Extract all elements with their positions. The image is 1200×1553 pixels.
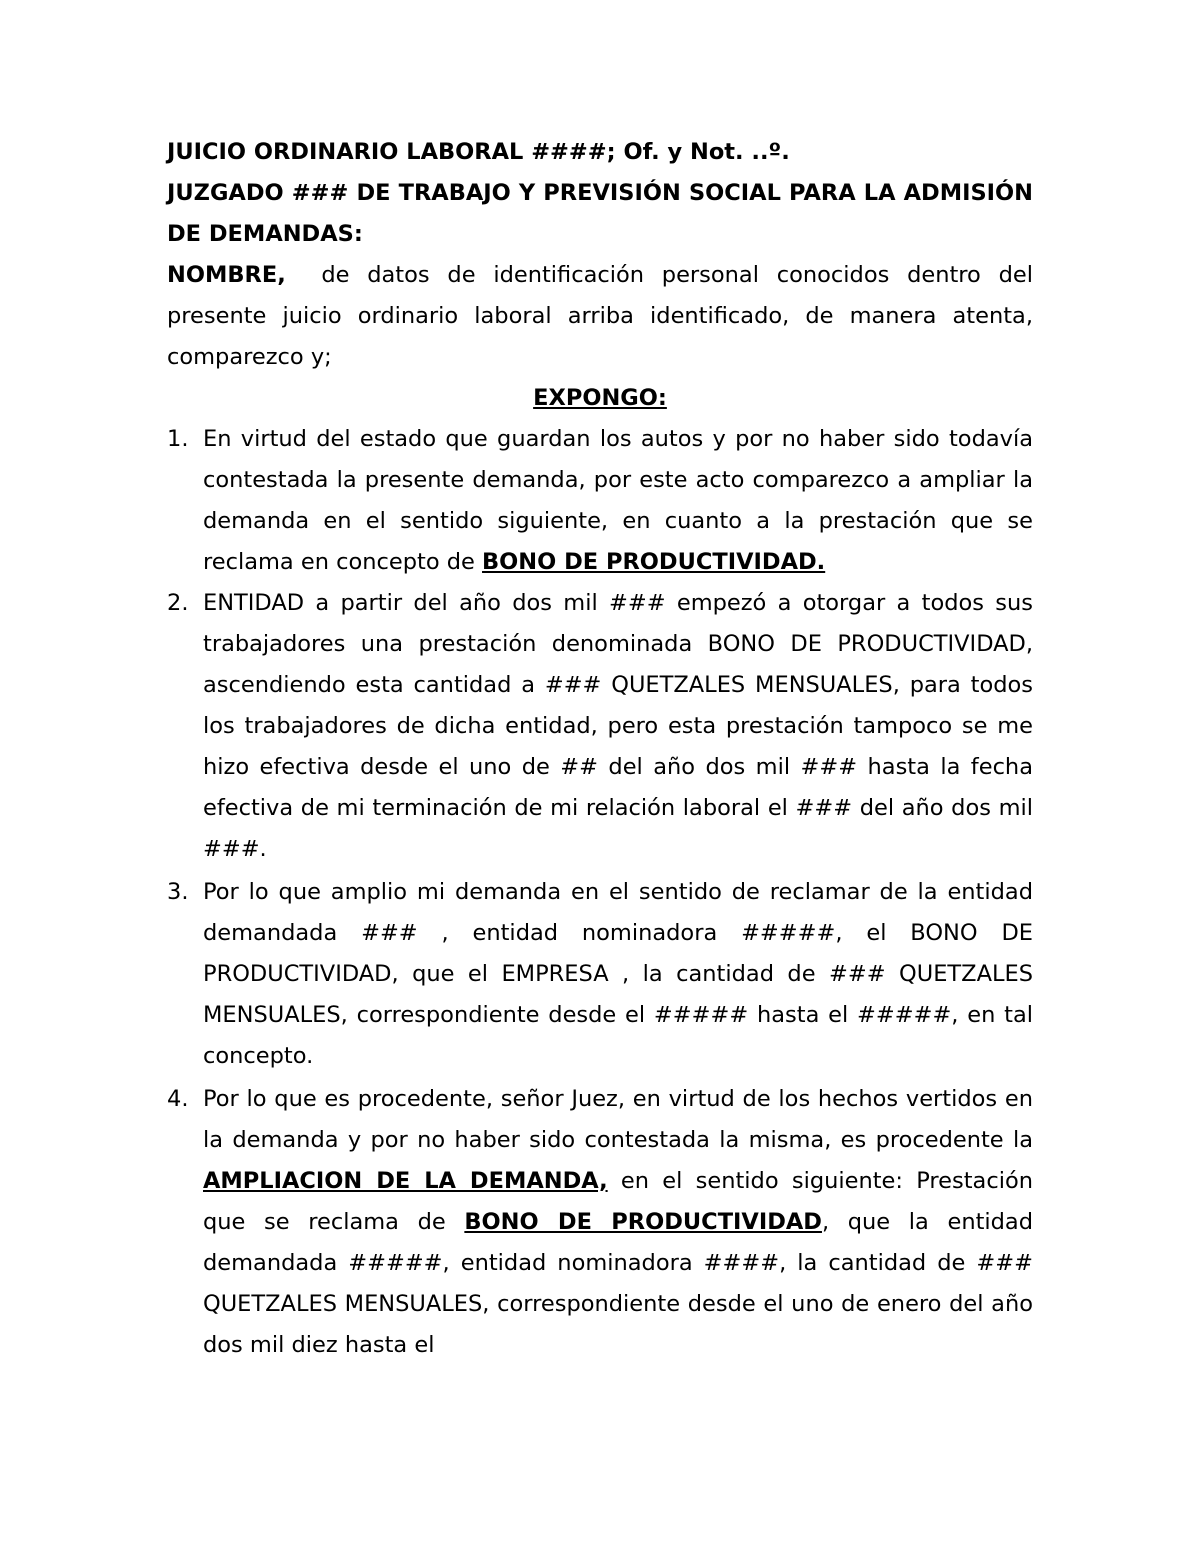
list-item [167, 419, 1033, 583]
section-title: EXPONGO: [533, 385, 667, 411]
item-text: en el sentido siguiente: Prestación que se reclama de [203, 1168, 1033, 1235]
item-emphasis: BONO DE PRODUCTIVIDAD. [482, 549, 826, 575]
list-item [167, 583, 1033, 870]
intro-paragraph [167, 255, 1033, 378]
item-text: Por lo que amplio mi demanda en el sentido de reclamar de la entidad demandada ### , entidad nominadora #####, el BONO DE PRODUCTIVIDAD, que el EMPRESA , la cantidad de ### QUETZALES MENSUALES, correspondiente desde el ##### hasta el #####, en tal concepto. [203, 879, 1033, 1069]
case-number-line: JUICIO ORDINARIO LABORAL ####; Of. y Not. ..º. [167, 139, 790, 165]
allegations-list [167, 419, 1033, 1366]
party-name: NOMBRE, [167, 262, 286, 288]
item-text: , que la entidad demandada #####, entidad nominadora ####, la cantidad de ### QUETZALES MENSUALES, correspondiente desde el uno de enero del año dos mil diez hasta el [203, 1209, 1033, 1358]
item-emphasis: BONO DE PRODUCTIVIDAD [464, 1209, 822, 1235]
item-number: 4. [167, 1086, 189, 1112]
intro-text: de datos de identificación personal conocidos dentro del presente juicio ordinario laboral arriba identificado, de manera atenta, comparezco y; [167, 262, 1033, 370]
item-number: 1. [167, 426, 189, 452]
item-number: 3. [167, 879, 189, 905]
item-text: ENTIDAD a partir del año dos mil ### empezó a otorgar a todos sus trabajadores una prestación denominada BONO DE PRODUCTIVIDAD, ascendiendo esta cantidad a ### QUETZALES MENSUALES, para todos los trabajadores de dicha entidad, pero esta prestación tampoco se me hizo efectiva desde el uno de ## del año dos mil ### hasta la fecha efectiva de mi terminación de mi relación laboral el ### del año dos mil ###. [203, 590, 1033, 862]
item-text: Por lo que es procedente, señor Juez, en virtud de los hechos vertidos en la demanda y por no haber sido contestada la misma, es procedente la [203, 1086, 1033, 1153]
list-item [167, 1079, 1033, 1366]
item-text: En virtud del estado que guardan los autos y por no haber sido todavía contestada la presente demanda, por este acto comparezco a ampliar la demanda en el sentido siguiente, en cuanto a la prestación que se reclama en concepto de [203, 426, 1033, 575]
court-heading: JUZGADO ### DE TRABAJO Y PREVISIÓN SOCIAL PARA LA ADMISIÓN DE DEMANDAS: [167, 180, 1033, 247]
item-emphasis: AMPLIACION DE LA DEMANDA, [203, 1168, 608, 1194]
document-page [167, 132, 1033, 1366]
item-number: 2. [167, 590, 189, 616]
list-item [167, 872, 1033, 1077]
